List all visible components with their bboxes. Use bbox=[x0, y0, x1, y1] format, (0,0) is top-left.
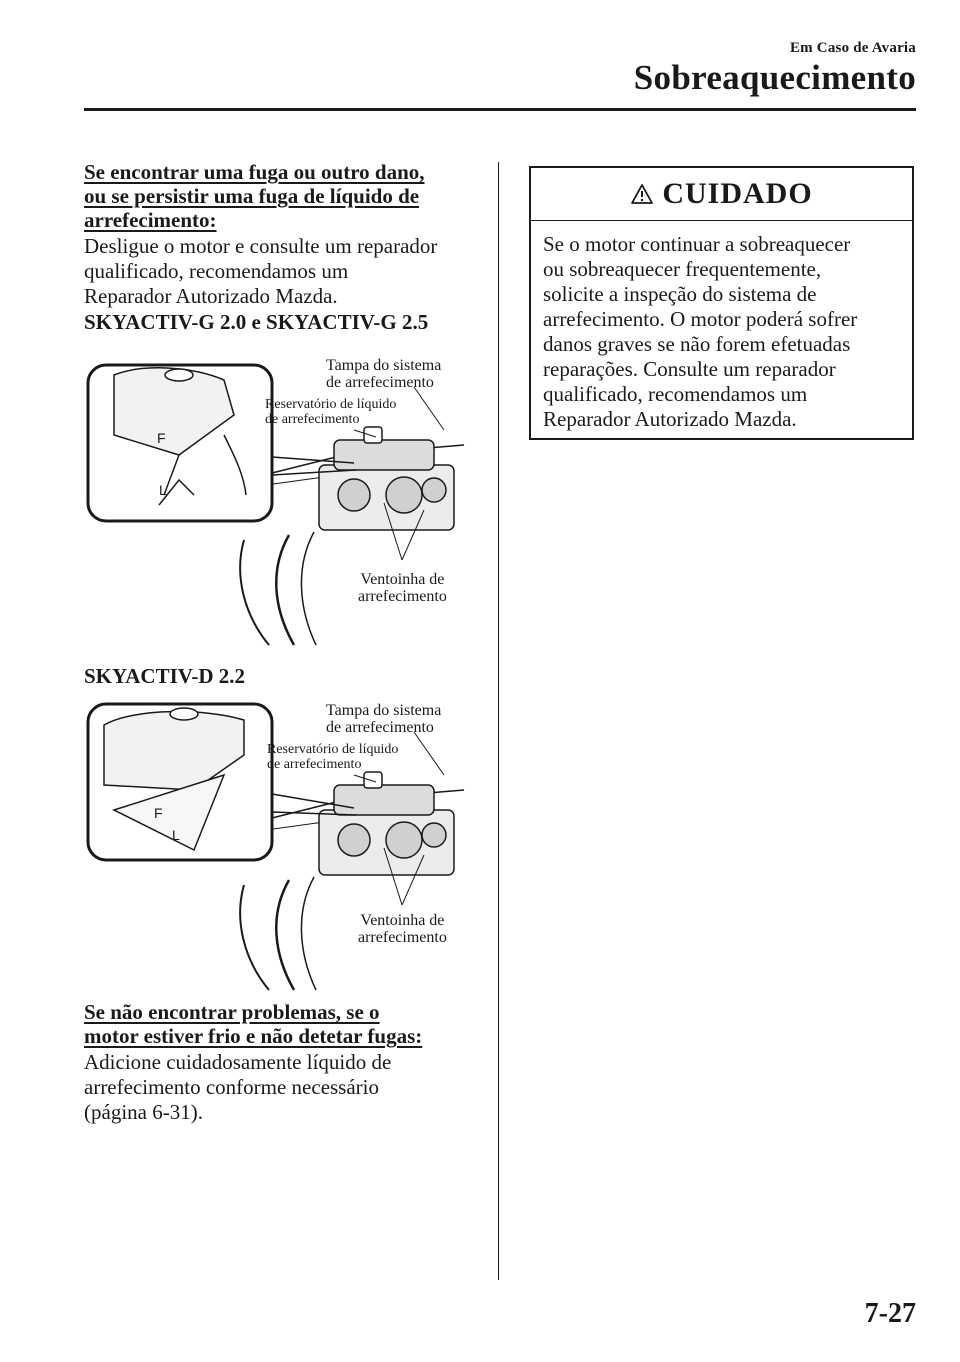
text-line: arrefecimento conforme necessário bbox=[84, 1075, 380, 1099]
no-problem-heading bbox=[84, 1000, 422, 1048]
callout-line: Ventoinha de bbox=[360, 571, 445, 588]
text-line: Adicione cuidadosamente líquido de bbox=[84, 1050, 392, 1074]
heading-line: ou se persistir uma fuga de líquido de bbox=[84, 184, 420, 208]
text-line: danos graves se não forem efetuadas bbox=[543, 332, 851, 356]
callout-line: Reservatório de líquido bbox=[265, 397, 397, 412]
callout-line: de arrefecimento bbox=[326, 374, 434, 391]
callout-fan bbox=[358, 571, 447, 605]
callout-line: de arrefecimento bbox=[265, 412, 360, 427]
text-line: Se o motor continuar a sobreaquecer bbox=[543, 232, 851, 256]
callout-line: Tampa do sistema bbox=[326, 357, 442, 374]
leak-heading bbox=[84, 160, 425, 232]
text-line: qualificado, recomendamos um bbox=[84, 259, 349, 283]
callout-reservoir bbox=[267, 742, 398, 772]
caution-header bbox=[531, 168, 912, 221]
engine-bay-figure-g bbox=[84, 345, 484, 645]
warning-triangle-icon bbox=[630, 183, 654, 205]
heading-line: Se não encontrar problemas, se o bbox=[84, 1000, 380, 1024]
text-line: qualificado, recomendamos um bbox=[543, 382, 808, 406]
caution-title: CUIDADO bbox=[662, 177, 813, 210]
svg-text:L: L bbox=[172, 827, 180, 843]
callout-line: Ventoinha de bbox=[360, 912, 445, 929]
refill-instructions bbox=[84, 1050, 391, 1125]
callout-cap bbox=[326, 702, 441, 736]
text-line: ou sobreaquecer frequentemente, bbox=[543, 257, 822, 281]
text-line: Desligue o motor e consulte um reparador bbox=[84, 234, 438, 258]
heading-line: motor estiver frio e não detetar fugas: bbox=[84, 1024, 423, 1048]
callout-line: de arrefecimento bbox=[267, 757, 362, 772]
engine-bay-figure-d bbox=[84, 690, 484, 990]
text-line: Reparador Autorizado Mazda. bbox=[543, 407, 797, 431]
callout-cap bbox=[326, 357, 441, 391]
callout-line: de arrefecimento bbox=[326, 719, 434, 736]
svg-text:F: F bbox=[154, 805, 163, 821]
svg-text:L: L bbox=[159, 482, 167, 498]
text-line: reparações. Consulte um reparador bbox=[543, 357, 836, 381]
callout-line: arrefecimento bbox=[358, 929, 447, 946]
callout-reservoir bbox=[265, 397, 396, 427]
text-line: (página 6-31). bbox=[84, 1100, 203, 1124]
text-line: Reparador Autorizado Mazda. bbox=[84, 284, 338, 308]
callout-line: arrefecimento bbox=[358, 588, 447, 605]
heading-line: arrefecimento: bbox=[84, 208, 217, 232]
leak-instructions bbox=[84, 234, 437, 309]
caution-text bbox=[543, 232, 857, 432]
page-number: 7-27 bbox=[864, 1298, 916, 1329]
caution-box bbox=[529, 166, 914, 440]
callout-line: Tampa do sistema bbox=[326, 702, 442, 719]
section-title: Sobreaquecimento bbox=[633, 58, 916, 97]
callout-line: Reservatório de líquido bbox=[267, 742, 399, 757]
column-divider bbox=[498, 162, 499, 1280]
heading-line: Se encontrar uma fuga ou outro dano, bbox=[84, 160, 425, 184]
text-line: solicite a inspeção do sistema de bbox=[543, 282, 817, 306]
svg-text:F: F bbox=[157, 430, 166, 446]
header-rule bbox=[84, 108, 916, 111]
chapter-title: Em Caso de Avaria bbox=[789, 40, 916, 56]
callout-fan bbox=[358, 912, 447, 946]
engine-label-g: SKYACTIV-G 2.0 e SKYACTIV-G 2.5 bbox=[84, 310, 429, 334]
text-line: arrefecimento. O motor poderá sofrer bbox=[543, 307, 858, 331]
engine-label-d: SKYACTIV-D 2.2 bbox=[84, 664, 246, 688]
